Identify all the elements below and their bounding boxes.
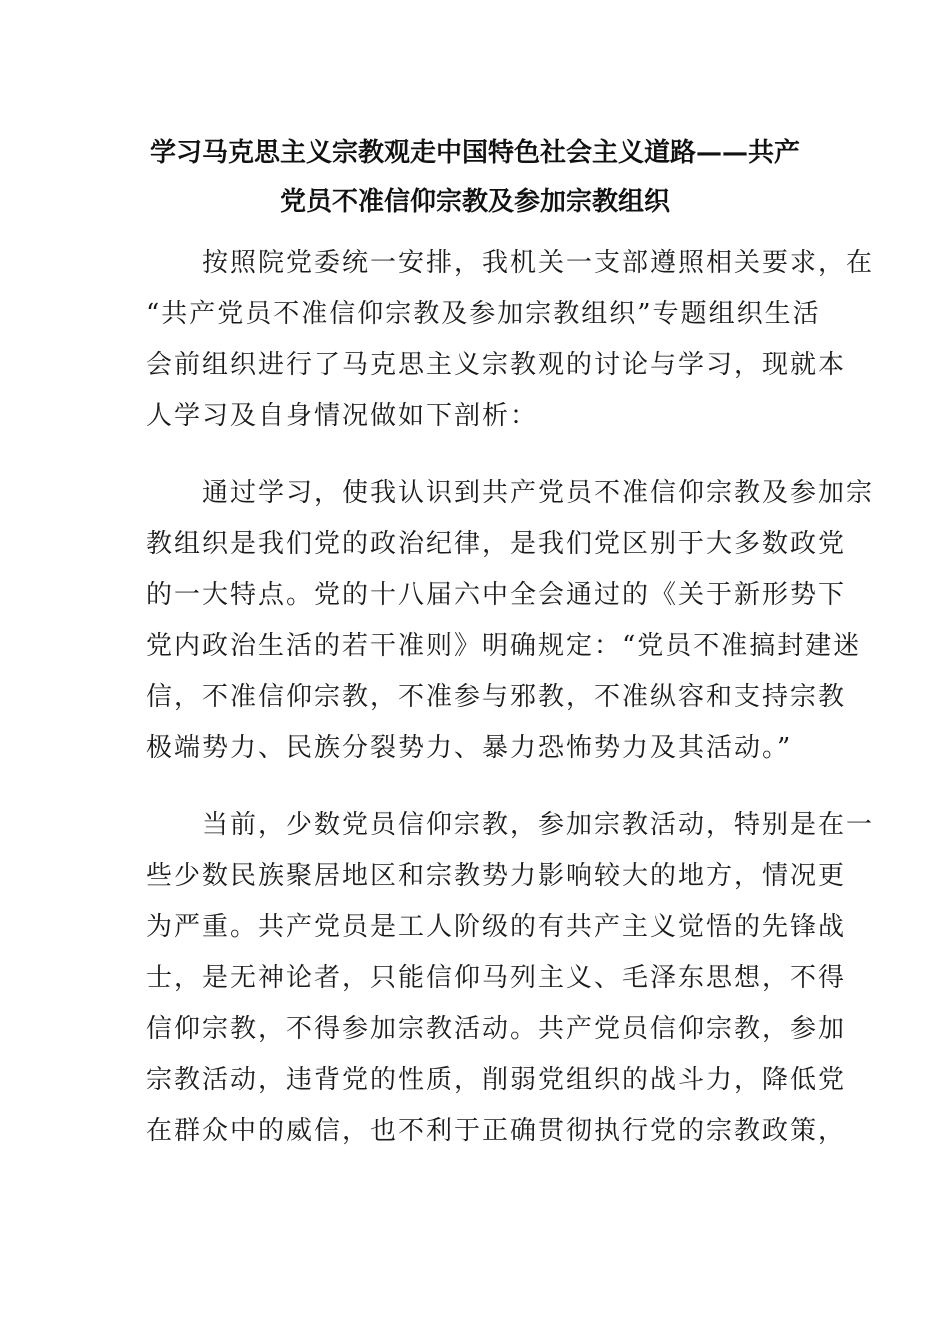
paragraph-line: 党内政治生活的若干准则》明确规定：“党员不准搞封建迷	[146, 631, 862, 661]
paragraph-line: 按照院党委统一安排，我机关一支部遵照相关要求，在	[146, 248, 875, 278]
document-title-line-2: 党员不准信仰宗教及参加宗教组织	[279, 187, 670, 217]
paragraph-line: 信，不准信仰宗教，不准参与邪教，不准纵容和支持宗教	[146, 682, 847, 712]
document-title-line-1: 学习马克思主义宗教观走中国特色社会主义道路——共产	[149, 138, 800, 168]
paragraph-line: 会前组织进行了马克思主义宗教观的讨论与学习，现就本	[146, 350, 847, 380]
paragraph-line: 信仰宗教，不得参加宗教活动。共产党员信仰宗教，参加	[146, 1014, 847, 1044]
paragraph-line: 士，是无神论者，只能信仰马列主义、毛泽东思想，不得	[146, 963, 847, 993]
paragraph-line: 在群众中的威信，也不利于正确贯彻执行党的宗教政策，	[146, 1116, 847, 1146]
paragraph-line: 教组织是我们党的政治纪律，是我们党区别于大多数政党	[146, 529, 847, 559]
paragraph-line: 的一大特点。党的十八届六中全会通过的《关于新形势下	[146, 580, 847, 610]
paragraph-line: 极端势力、民族分裂势力、暴力恐怖势力及其活动。”	[146, 733, 793, 763]
paragraph-line: 些少数民族聚居地区和宗教势力影响较大的地方，情况更	[146, 861, 847, 891]
paragraph-line: “共产党员不准信仰宗教及参加宗教组织”专题组织生活	[146, 299, 821, 329]
paragraph-line: 当前，少数党员信仰宗教，参加宗教活动，特别是在一	[146, 810, 875, 840]
paragraph-line: 宗教活动，违背党的性质，削弱党组织的战斗力，降低党	[146, 1065, 847, 1095]
paragraph-line: 为严重。共产党员是工人阶级的有共产主义觉悟的先锋战	[146, 912, 847, 942]
paragraph-line: 人学习及自身情况做如下剖析：	[146, 401, 539, 431]
paragraph-line: 通过学习，使我认识到共产党员不准信仰宗教及参加宗	[146, 478, 875, 508]
